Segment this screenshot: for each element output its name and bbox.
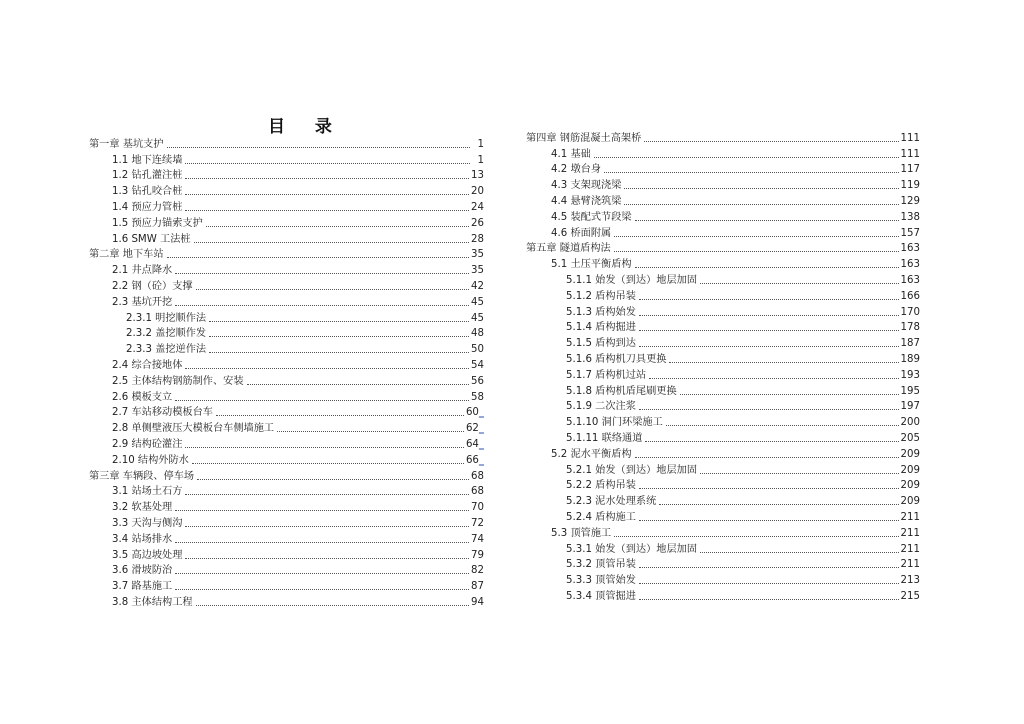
toc-entry-page-number: 68 bbox=[471, 470, 484, 482]
toc-chapter-entry[interactable] bbox=[89, 246, 484, 262]
toc-entry[interactable] bbox=[526, 145, 920, 161]
toc-entry[interactable] bbox=[526, 413, 920, 429]
toc-entry-label: 2.9 结构砼灌注 bbox=[112, 438, 183, 450]
toc-entry-label: 第三章 车辆段、停车场 bbox=[89, 470, 195, 482]
toc-entry[interactable] bbox=[89, 230, 484, 246]
dot-leader bbox=[197, 479, 469, 480]
toc-entry-page-number: 58 bbox=[471, 391, 484, 403]
toc-entry-label: 5.2 泥水平衡盾构 bbox=[551, 448, 632, 460]
toc-entry-label: 2.2 钢（砼）支撑 bbox=[112, 280, 193, 292]
toc-entry-label: 5.3 顶管施工 bbox=[551, 527, 612, 539]
edit-mark-icon: _ bbox=[478, 454, 484, 466]
toc-entry-page-number: 170 bbox=[900, 306, 920, 318]
toc-entry-label: 2.3 基坑开挖 bbox=[112, 296, 173, 308]
toc-entry-page-number: 209 bbox=[900, 480, 920, 492]
toc-entry-label: 4.6 桥面附属 bbox=[551, 227, 612, 239]
toc-entry-page-number: 211 bbox=[900, 543, 920, 555]
dot-leader bbox=[175, 273, 469, 274]
toc-entry-page-number: 163 bbox=[900, 259, 920, 271]
toc-entry-page-number: 213 bbox=[900, 575, 920, 587]
toc-entry-page-number: 195 bbox=[900, 385, 920, 397]
toc-entry[interactable] bbox=[89, 214, 484, 230]
toc-entry-label: 3.4 站场排水 bbox=[112, 533, 173, 545]
toc-entry[interactable] bbox=[526, 571, 920, 587]
dot-leader bbox=[216, 415, 464, 416]
toc-entry[interactable] bbox=[89, 198, 484, 214]
toc-entry-label: 1.1 地下连续墙 bbox=[112, 154, 183, 166]
toc-entry-page-number: 42 bbox=[471, 280, 484, 292]
dot-leader bbox=[639, 488, 899, 489]
toc-entry-label: 3.8 主体结构工程 bbox=[112, 596, 193, 608]
toc-entry-label: 5.2.4 盾构施工 bbox=[566, 511, 636, 523]
toc-entry-label: 5.1.5 盾构到达 bbox=[566, 338, 636, 350]
dot-leader bbox=[639, 409, 899, 410]
toc-entry-label: 5.2.1 始发（到达）地层加固 bbox=[566, 464, 698, 476]
toc-entry-page-number: 45 bbox=[471, 312, 484, 324]
toc-entry-page-number: 187 bbox=[900, 338, 920, 350]
toc-entry-label: 2.6 模板支立 bbox=[112, 391, 173, 403]
toc-chapter-entry[interactable] bbox=[526, 129, 920, 145]
dot-leader bbox=[649, 378, 898, 379]
toc-entry-page-number: 117 bbox=[900, 164, 920, 176]
toc-entry-page-number: 197 bbox=[900, 401, 920, 413]
toc-entry[interactable] bbox=[89, 340, 484, 356]
dot-leader bbox=[185, 526, 469, 527]
toc-entry[interactable] bbox=[89, 404, 484, 420]
toc-entry[interactable] bbox=[526, 176, 920, 192]
toc-entry[interactable] bbox=[526, 587, 920, 603]
toc-entry-label: 5.1.8 盾构机盾尾刷更换 bbox=[566, 385, 677, 397]
toc-entry[interactable] bbox=[526, 161, 920, 177]
dot-leader bbox=[635, 457, 899, 458]
dot-leader bbox=[209, 336, 469, 337]
dot-leader bbox=[206, 226, 469, 227]
dot-leader bbox=[277, 431, 464, 432]
dot-leader bbox=[185, 194, 469, 195]
dot-leader bbox=[639, 299, 899, 300]
toc-entry[interactable] bbox=[89, 498, 484, 514]
toc-entry-label: 第四章 钢筋混凝土高架桥 bbox=[526, 132, 642, 144]
toc-entry[interactable] bbox=[89, 514, 484, 530]
toc-entry[interactable] bbox=[89, 562, 484, 578]
dot-leader bbox=[167, 257, 469, 258]
toc-entry-label: 5.1.2 盾构吊装 bbox=[566, 290, 636, 302]
toc-right-column bbox=[526, 129, 920, 603]
toc-entry[interactable] bbox=[526, 524, 920, 540]
toc-entry[interactable] bbox=[526, 366, 920, 382]
toc-entry-page-number: 138 bbox=[900, 211, 920, 223]
toc-entry-label: 2.5 主体结构钢筋制作、安装 bbox=[112, 375, 244, 387]
toc-entry-label: 2.1 井点降水 bbox=[112, 265, 173, 277]
dot-leader bbox=[680, 394, 899, 395]
toc-entry-page-number: 64 bbox=[465, 438, 479, 450]
dot-leader bbox=[185, 210, 469, 211]
toc-entry[interactable] bbox=[526, 334, 920, 350]
dot-leader bbox=[196, 289, 469, 290]
toc-entry-page-number: 87 bbox=[471, 581, 484, 593]
toc-entry-label: 5.1.10 洞门环梁施工 bbox=[566, 417, 663, 429]
toc-entry-page-number: 205 bbox=[900, 432, 920, 444]
toc-entry-page-number: 35 bbox=[471, 265, 484, 277]
toc-entry[interactable] bbox=[89, 435, 484, 451]
dot-leader bbox=[185, 447, 464, 448]
toc-entry[interactable] bbox=[89, 577, 484, 593]
toc-entry-page-number: 178 bbox=[900, 322, 920, 334]
toc-left-column bbox=[89, 135, 484, 609]
toc-entry-label: 5.1.7 盾构机过站 bbox=[566, 369, 647, 381]
dot-leader bbox=[639, 599, 899, 600]
toc-entry-label: 5.1.1 始发（到达）地层加固 bbox=[566, 274, 698, 286]
dot-leader bbox=[196, 605, 469, 606]
toc-entry-label: 第五章 隧道盾构法 bbox=[526, 243, 611, 255]
dot-leader bbox=[669, 362, 898, 363]
toc-entry-label: 1.4 预应力管桩 bbox=[112, 201, 183, 213]
toc-entry[interactable] bbox=[89, 546, 484, 562]
toc-entry-page-number: 60 bbox=[465, 407, 479, 419]
dot-leader bbox=[635, 267, 899, 268]
toc-entry-page-number: 26 bbox=[471, 217, 484, 229]
toc-entry-page-number: 209 bbox=[900, 448, 920, 460]
toc-entry[interactable] bbox=[89, 388, 484, 404]
toc-entry-page-number: 66 bbox=[465, 454, 479, 466]
toc-entry-page-number: 111 bbox=[900, 148, 920, 160]
dot-leader bbox=[185, 494, 469, 495]
toc-entry-label: 4.3 支架现浇梁 bbox=[551, 180, 622, 192]
edit-mark-icon: _ bbox=[478, 407, 484, 419]
toc-entry-page-number: 50 bbox=[471, 344, 484, 356]
toc-entry-page-number: 79 bbox=[471, 549, 484, 561]
toc-entry[interactable] bbox=[526, 319, 920, 335]
dot-leader bbox=[185, 163, 470, 164]
toc-entry-label: 3.1 站场土石方 bbox=[112, 486, 183, 498]
dot-leader bbox=[659, 504, 898, 505]
toc-entry-label: 4.1 基础 bbox=[551, 148, 591, 160]
dot-leader bbox=[639, 315, 899, 316]
dot-leader bbox=[175, 573, 469, 574]
toc-chapter-entry[interactable] bbox=[526, 240, 920, 256]
toc-entry-page-number: 48 bbox=[471, 328, 484, 340]
dot-leader bbox=[175, 589, 469, 590]
dot-leader bbox=[614, 536, 898, 537]
dot-leader bbox=[175, 400, 469, 401]
toc-entry-label: 5.1.11 联络通道 bbox=[566, 432, 643, 444]
toc-entry[interactable] bbox=[89, 451, 484, 467]
toc-entry[interactable] bbox=[526, 477, 920, 493]
toc-entry[interactable] bbox=[89, 151, 484, 167]
toc-entry-page-number: 62 bbox=[465, 423, 479, 435]
toc-entry[interactable] bbox=[526, 556, 920, 572]
toc-entry-page-number: 215 bbox=[900, 590, 920, 602]
toc-entry-page-number: 72 bbox=[471, 517, 484, 529]
toc-entry[interactable] bbox=[526, 461, 920, 477]
toc-entry-label: 5.2.3 泥水处理系统 bbox=[566, 496, 657, 508]
toc-entry[interactable] bbox=[526, 429, 920, 445]
toc-entry[interactable] bbox=[89, 277, 484, 293]
toc-entry-page-number: 189 bbox=[900, 353, 920, 365]
toc-entry-page-number: 200 bbox=[900, 417, 920, 429]
toc-entry-label: 1.2 钻孔灌注桩 bbox=[112, 170, 183, 182]
toc-entry[interactable] bbox=[526, 445, 920, 461]
toc-entry-page-number: 111 bbox=[900, 132, 920, 144]
toc-entry-page-number: 45 bbox=[471, 296, 484, 308]
toc-entry-label: 2.4 综合接地体 bbox=[112, 359, 183, 371]
toc-entry-page-number: 1 bbox=[477, 138, 484, 150]
toc-entry-page-number: 211 bbox=[900, 511, 920, 523]
toc-entry-page-number: 193 bbox=[900, 369, 920, 381]
dot-leader bbox=[604, 172, 899, 173]
toc-entry-label: 5.2.2 盾构吊装 bbox=[566, 480, 636, 492]
toc-entry[interactable] bbox=[526, 492, 920, 508]
dot-leader bbox=[639, 583, 899, 584]
toc-entry-page-number: 163 bbox=[900, 274, 920, 286]
toc-entry-page-number: 24 bbox=[471, 201, 484, 213]
toc-entry[interactable] bbox=[526, 224, 920, 240]
toc-entry-page-number: 129 bbox=[900, 195, 920, 207]
dot-leader bbox=[185, 558, 469, 559]
toc-entry[interactable] bbox=[89, 309, 484, 325]
toc-entry-label: 2.3.2 盖挖顺作发 bbox=[126, 328, 207, 340]
toc-entry-label: 3.7 路基施工 bbox=[112, 581, 173, 593]
toc-entry-page-number: 157 bbox=[900, 227, 920, 239]
dot-leader bbox=[644, 141, 898, 142]
toc-entry[interactable] bbox=[526, 540, 920, 556]
toc-entry[interactable] bbox=[526, 255, 920, 271]
toc-entry-label: 3.3 天沟与侧沟 bbox=[112, 517, 183, 529]
toc-entry-page-number: 20 bbox=[471, 186, 484, 198]
toc-entry-label: 5.1.9 二次注浆 bbox=[566, 401, 636, 413]
toc-entry-label: 3.5 高边坡处理 bbox=[112, 549, 183, 561]
toc-entry-label: 3.2 软基处理 bbox=[112, 502, 173, 514]
toc-entry-label: 5.1.6 盾构机刀具更换 bbox=[566, 353, 667, 365]
toc-entry-label: 1.5 预应力锚索支护 bbox=[112, 217, 203, 229]
toc-entry-label: 5.1 土压平衡盾构 bbox=[551, 259, 632, 271]
dot-leader bbox=[167, 147, 470, 148]
toc-entry-page-number: 94 bbox=[471, 596, 484, 608]
toc-entry[interactable] bbox=[526, 208, 920, 224]
toc-entry-label: 2.3.3 盖挖逆作法 bbox=[126, 344, 207, 356]
toc-entry-label: 2.7 车站移动模板台车 bbox=[112, 407, 213, 419]
dot-leader bbox=[175, 542, 469, 543]
dot-leader bbox=[175, 305, 469, 306]
toc-entry-label: 第二章 地下车站 bbox=[89, 249, 164, 261]
dot-leader bbox=[594, 157, 899, 158]
dot-leader bbox=[700, 473, 899, 474]
dot-leader bbox=[194, 242, 469, 243]
toc-entry-label: 4.2 墩台身 bbox=[551, 164, 602, 176]
dot-leader bbox=[639, 346, 899, 347]
dot-leader bbox=[209, 352, 469, 353]
dot-leader bbox=[614, 251, 899, 252]
toc-entry[interactable] bbox=[526, 287, 920, 303]
dot-leader bbox=[639, 567, 899, 568]
toc-entry-label: 3.6 滑坡防治 bbox=[112, 565, 173, 577]
dot-leader bbox=[645, 441, 898, 442]
toc-entry[interactable] bbox=[89, 530, 484, 546]
toc-entry-label: 5.3.1 始发（到达）地层加固 bbox=[566, 543, 698, 555]
toc-chapter-entry[interactable] bbox=[89, 467, 484, 483]
dot-leader bbox=[639, 330, 899, 331]
toc-entry-page-number: 56 bbox=[471, 375, 484, 387]
toc-entry[interactable] bbox=[526, 508, 920, 524]
toc-entry[interactable] bbox=[526, 303, 920, 319]
toc-entry-label: 5.3.3 顶管始发 bbox=[566, 575, 636, 587]
toc-entry-label: 1.6 SMW 工法桩 bbox=[112, 233, 191, 245]
toc-entry-page-number: 163 bbox=[900, 243, 920, 255]
toc-entry[interactable] bbox=[89, 483, 484, 499]
toc-entry-label: 5.3.4 顶管掘进 bbox=[566, 590, 636, 602]
dot-leader bbox=[639, 520, 899, 521]
toc-entry-page-number: 119 bbox=[900, 180, 920, 192]
dot-leader bbox=[247, 384, 470, 385]
toc-entry[interactable] bbox=[526, 271, 920, 287]
toc-entry[interactable] bbox=[89, 419, 484, 435]
dot-leader bbox=[700, 552, 899, 553]
toc-entry-label: 2.10 结构外防水 bbox=[112, 454, 189, 466]
toc-chapter-entry[interactable] bbox=[89, 135, 484, 151]
dot-leader bbox=[624, 188, 898, 189]
dot-leader bbox=[624, 204, 898, 205]
toc-entry-page-number: 166 bbox=[900, 290, 920, 302]
toc-entry-label: 4.5 装配式节段梁 bbox=[551, 211, 632, 223]
toc-entry-page-number: 209 bbox=[900, 464, 920, 476]
toc-entry-label: 2.3.1 明挖顺作法 bbox=[126, 312, 207, 324]
dot-leader bbox=[185, 178, 469, 179]
toc-entry-page-number: 35 bbox=[471, 249, 484, 261]
dot-leader bbox=[700, 283, 899, 284]
toc-entry[interactable] bbox=[526, 382, 920, 398]
toc-entry-label: 第一章 基坑支护 bbox=[89, 138, 164, 150]
toc-entry-page-number: 68 bbox=[471, 486, 484, 498]
toc-entry-label: 5.3.2 顶管吊装 bbox=[566, 559, 636, 571]
toc-entry[interactable] bbox=[89, 261, 484, 277]
toc-entry-page-number: 209 bbox=[900, 496, 920, 508]
toc-entry-page-number: 1 bbox=[477, 154, 484, 166]
toc-entry[interactable] bbox=[526, 192, 920, 208]
toc-entry[interactable] bbox=[526, 398, 920, 414]
edit-mark-icon: _ bbox=[478, 423, 484, 435]
toc-entry-page-number: 54 bbox=[471, 359, 484, 371]
edit-mark-icon: _ bbox=[478, 438, 484, 450]
dot-leader bbox=[192, 463, 464, 464]
dot-leader bbox=[209, 321, 469, 322]
dot-leader bbox=[635, 220, 899, 221]
dot-leader bbox=[666, 425, 899, 426]
dot-leader bbox=[185, 368, 469, 369]
toc-entry[interactable] bbox=[89, 372, 484, 388]
toc-entry-label: 1.3 钻孔咬合桩 bbox=[112, 186, 183, 198]
toc-entry[interactable] bbox=[89, 356, 484, 372]
toc-entry-page-number: 211 bbox=[900, 527, 920, 539]
toc-entry-page-number: 13 bbox=[471, 170, 484, 182]
toc-entry-label: 2.8 单侧壁液压大模板台车侧墙施工 bbox=[112, 423, 275, 435]
toc-entry-page-number: 211 bbox=[900, 559, 920, 571]
toc-entry[interactable] bbox=[89, 167, 484, 183]
toc-entry-page-number: 74 bbox=[471, 533, 484, 545]
toc-entry-label: 4.4 悬臂浇筑梁 bbox=[551, 195, 622, 207]
dot-leader bbox=[614, 236, 898, 237]
dot-leader bbox=[175, 510, 469, 511]
toc-entry-page-number: 70 bbox=[471, 502, 484, 514]
toc-entry-page-number: 82 bbox=[471, 565, 484, 577]
toc-entry[interactable] bbox=[89, 293, 484, 309]
page-title: 目 录 bbox=[268, 117, 344, 137]
toc-entry[interactable] bbox=[526, 350, 920, 366]
toc-entry-label: 5.1.3 盾构始发 bbox=[566, 306, 636, 318]
toc-entry[interactable] bbox=[89, 182, 484, 198]
toc-entry[interactable] bbox=[89, 325, 484, 341]
toc-entry-page-number: 28 bbox=[471, 233, 484, 245]
toc-entry-label: 5.1.4 盾构掘进 bbox=[566, 322, 636, 334]
toc-entry[interactable] bbox=[89, 593, 484, 609]
